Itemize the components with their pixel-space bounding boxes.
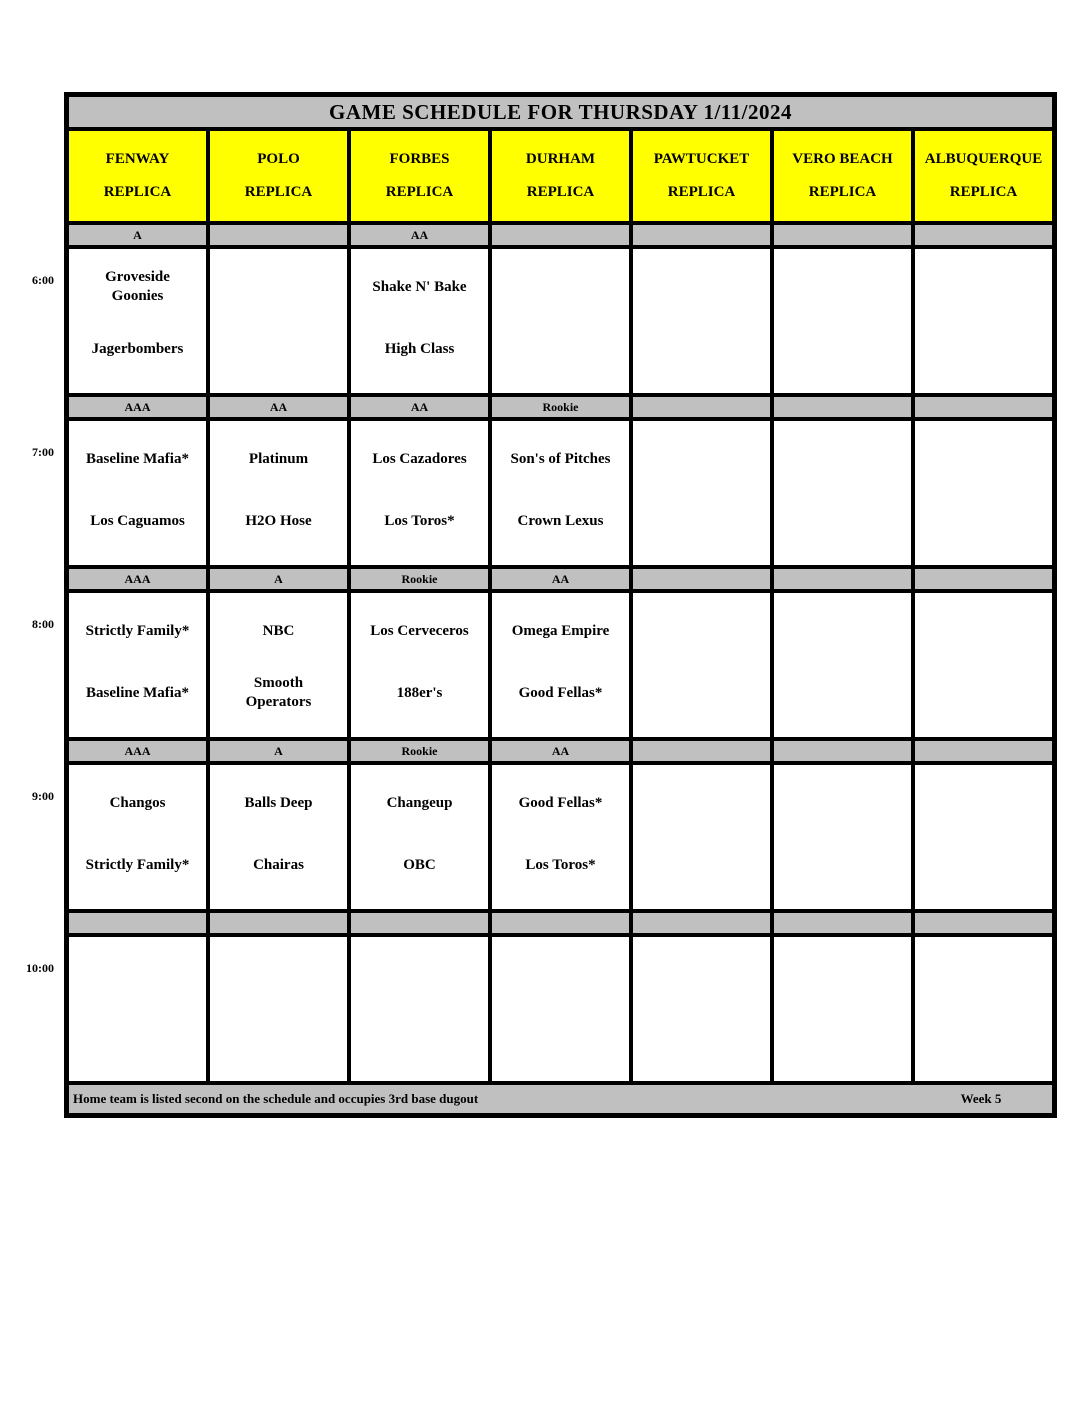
game-cell bbox=[351, 593, 488, 737]
game-cell bbox=[351, 421, 488, 565]
game-cell bbox=[633, 249, 770, 393]
week-badge: Week 5 bbox=[960, 1091, 1002, 1106]
time-label-9: 9:00 bbox=[32, 789, 54, 803]
game-cell bbox=[774, 421, 911, 565]
venue-sub: REPLICA bbox=[244, 184, 313, 200]
away-team: NBC bbox=[262, 622, 295, 639]
venue-header-forbes bbox=[351, 131, 488, 221]
game-cell bbox=[915, 937, 1052, 1081]
home-team-note: Home team is listed second on the schedule and occupies 3rd base dugout bbox=[73, 1091, 479, 1106]
game-cell bbox=[774, 593, 911, 737]
game-cell bbox=[69, 593, 206, 737]
game-cell bbox=[492, 593, 629, 737]
home-team: Strictly Family* bbox=[85, 856, 190, 873]
division-cell bbox=[633, 913, 770, 933]
away-team: Shake N' Bake bbox=[372, 278, 467, 295]
venue-sub: REPLICA bbox=[667, 184, 736, 200]
division-cell: AA bbox=[210, 397, 347, 417]
division-cell: AA bbox=[492, 741, 629, 761]
venue-sub: REPLICA bbox=[385, 184, 454, 200]
game-cell bbox=[633, 593, 770, 737]
home-team: OBC bbox=[403, 856, 436, 873]
division-cell bbox=[915, 397, 1052, 417]
game-cell bbox=[351, 765, 488, 909]
home-team: Los Toros* bbox=[525, 856, 596, 873]
home-team: High Class bbox=[384, 340, 455, 357]
home-team: Los Toros* bbox=[384, 512, 455, 529]
division-cell bbox=[915, 741, 1052, 761]
division-cell bbox=[915, 913, 1052, 933]
venue-name: POLO bbox=[257, 151, 300, 167]
home-team: 188er's bbox=[396, 684, 443, 701]
division-cell bbox=[492, 913, 629, 933]
game-cell bbox=[69, 937, 206, 1081]
division-cell: A bbox=[210, 569, 347, 589]
game-cell bbox=[210, 937, 347, 1081]
away-team: Changeup bbox=[386, 794, 453, 811]
division-cell bbox=[210, 913, 347, 933]
footer-bar bbox=[69, 1085, 1052, 1113]
home-team: Good Fellas* bbox=[518, 684, 603, 701]
home-team: Jagerbombers bbox=[91, 340, 184, 357]
away-team: Strictly Family* bbox=[85, 622, 190, 639]
away-team: Los Cazadores bbox=[372, 450, 467, 467]
division-cell: AA bbox=[351, 397, 488, 417]
venue-sub: REPLICA bbox=[103, 184, 172, 200]
home-team: Crown Lexus bbox=[517, 512, 604, 529]
division-cell bbox=[774, 569, 911, 589]
game-cell bbox=[633, 937, 770, 1081]
away-team: Balls Deep bbox=[244, 794, 313, 811]
division-cell: AAA bbox=[69, 741, 206, 761]
venue-sub: REPLICA bbox=[526, 184, 595, 200]
game-cell bbox=[492, 249, 629, 393]
game-cell bbox=[915, 765, 1052, 909]
game-cell bbox=[351, 249, 488, 393]
venue-sub: REPLICA bbox=[949, 184, 1018, 200]
venue-sub: REPLICA bbox=[808, 184, 877, 200]
game-cell bbox=[492, 765, 629, 909]
game-cell bbox=[915, 249, 1052, 393]
division-cell: Rookie bbox=[492, 397, 629, 417]
division-cell: A bbox=[210, 741, 347, 761]
venue-name: VERO BEACH bbox=[792, 151, 893, 167]
division-cell: AA bbox=[351, 225, 488, 245]
division-cell: A bbox=[69, 225, 206, 245]
game-cell bbox=[774, 937, 911, 1081]
venue-name: DURHAM bbox=[525, 151, 596, 167]
game-cell bbox=[210, 593, 347, 737]
division-cell bbox=[774, 397, 911, 417]
division-cell: AA bbox=[492, 569, 629, 589]
division-cell bbox=[492, 225, 629, 245]
time-label-8: 8:00 bbox=[32, 617, 54, 631]
away-team: Platinum bbox=[248, 450, 309, 467]
away-team: Baseline Mafia* bbox=[86, 450, 189, 467]
division-cell bbox=[633, 397, 770, 417]
time-label-10: 10:00 bbox=[26, 961, 54, 975]
division-cell bbox=[633, 741, 770, 761]
division-cell bbox=[915, 225, 1052, 245]
schedule-table bbox=[64, 92, 1057, 1118]
division-cell bbox=[915, 569, 1052, 589]
game-cell bbox=[69, 421, 206, 565]
game-cell bbox=[492, 421, 629, 565]
page-title: GAME SCHEDULE FOR THURSDAY 1/11/2024 bbox=[69, 97, 1052, 127]
division-cell: AAA bbox=[69, 569, 206, 589]
division-cell: Rookie bbox=[351, 741, 488, 761]
venue-header-albuquerque bbox=[915, 131, 1052, 221]
away-team: Changos bbox=[109, 794, 166, 811]
away-team: Omega Empire bbox=[511, 622, 610, 639]
game-cell bbox=[915, 593, 1052, 737]
division-cell: AAA bbox=[69, 397, 206, 417]
game-cell bbox=[633, 765, 770, 909]
division-cell bbox=[774, 225, 911, 245]
home-team: Chairas bbox=[253, 856, 304, 873]
venue-name: FORBES bbox=[389, 151, 450, 167]
game-cell bbox=[915, 421, 1052, 565]
game-cell bbox=[492, 937, 629, 1081]
venue-header-polo bbox=[210, 131, 347, 221]
venue-name: FENWAY bbox=[105, 151, 170, 167]
time-label-6: 6:00 bbox=[32, 273, 54, 287]
home-team: Smooth Operators bbox=[245, 675, 312, 710]
division-cell bbox=[210, 225, 347, 245]
time-label-7: 7:00 bbox=[32, 445, 54, 459]
away-team: Son's of Pitches bbox=[510, 450, 611, 467]
game-cell bbox=[774, 249, 911, 393]
game-cell bbox=[69, 765, 206, 909]
home-team: Baseline Mafia* bbox=[86, 684, 189, 701]
home-team: H2O Hose bbox=[245, 512, 312, 529]
game-cell bbox=[351, 937, 488, 1081]
division-cell: Rookie bbox=[351, 569, 488, 589]
division-cell bbox=[69, 913, 206, 933]
division-cell bbox=[633, 225, 770, 245]
away-team: Los Cerveceros bbox=[370, 622, 469, 639]
venue-header-durham bbox=[492, 131, 629, 221]
game-cell bbox=[210, 765, 347, 909]
venue-header-pawtucket bbox=[633, 131, 770, 221]
game-cell bbox=[633, 421, 770, 565]
venue-name: PAWTUCKET bbox=[653, 151, 750, 167]
division-cell bbox=[774, 913, 911, 933]
division-cell bbox=[774, 741, 911, 761]
home-team: Los Caguamos bbox=[90, 512, 185, 529]
venue-header-vero-beach bbox=[774, 131, 911, 221]
game-cell bbox=[210, 421, 347, 565]
venue-header-fenway bbox=[69, 131, 206, 221]
division-cell bbox=[633, 569, 770, 589]
game-cell bbox=[69, 249, 206, 393]
venue-name: ALBUQUERQUE bbox=[924, 151, 1043, 167]
away-team: Good Fellas* bbox=[518, 794, 603, 811]
game-cell bbox=[210, 249, 347, 393]
division-cell bbox=[351, 913, 488, 933]
game-cell bbox=[774, 765, 911, 909]
away-team: Groveside Goonies bbox=[105, 269, 170, 304]
